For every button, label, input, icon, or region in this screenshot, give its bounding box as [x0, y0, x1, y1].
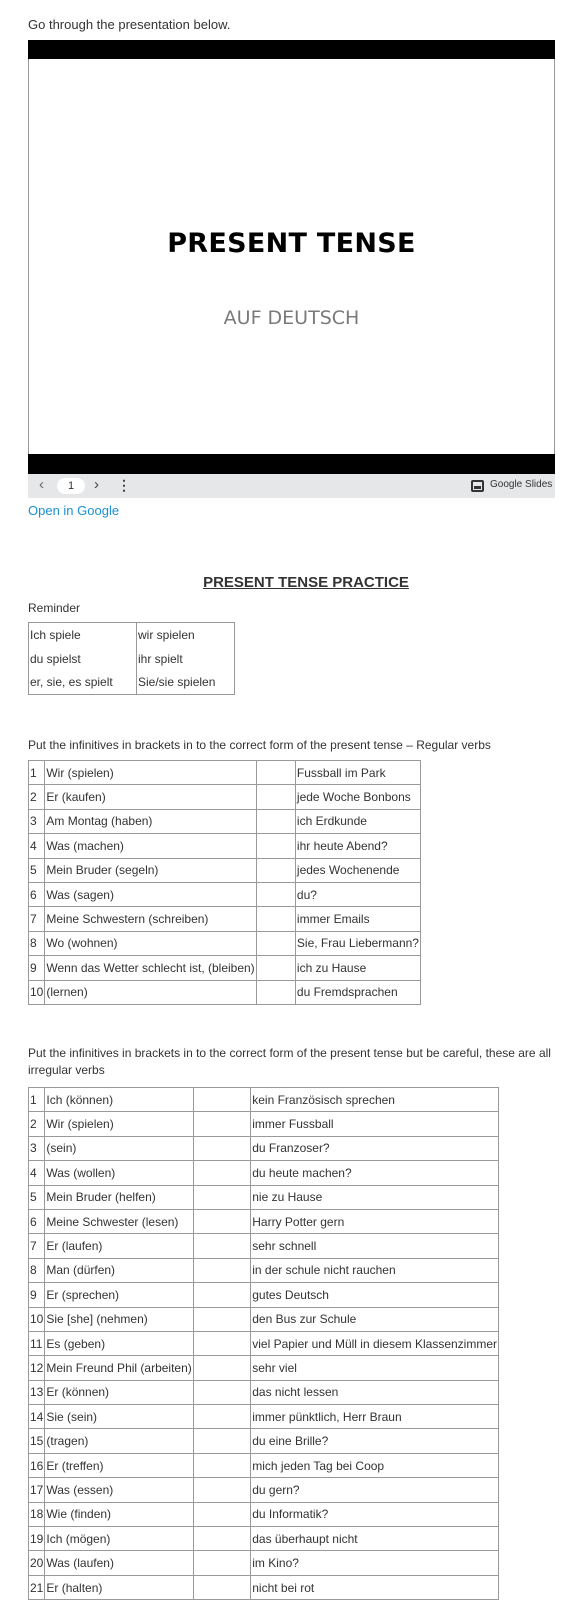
- google-slides-label[interactable]: Google Slides: [490, 479, 553, 490]
- regular-verbs-table: [28, 760, 421, 1005]
- table-cell: Ich spiele: [29, 623, 137, 647]
- slide-subtitle: AUF DEUTSCH: [223, 307, 360, 329]
- table-row: [29, 1112, 499, 1136]
- page-number[interactable]: 1: [57, 478, 85, 494]
- row-number: 9: [29, 956, 45, 980]
- sentence-rest: den Bus zur Schule: [251, 1307, 499, 1331]
- table-row: [29, 1136, 499, 1160]
- sentence-rest: das nicht lessen: [251, 1380, 499, 1404]
- table-row: [29, 1405, 499, 1429]
- sentence-rest: nicht bei rot: [251, 1575, 499, 1599]
- verb-prompt: Wo (wohnen): [45, 931, 257, 955]
- table-row: [29, 1307, 499, 1331]
- row-number: 7: [29, 907, 45, 931]
- table-row: [29, 1356, 499, 1380]
- row-number: 11: [29, 1331, 45, 1355]
- verb-prompt: (sein): [45, 1136, 193, 1160]
- sentence-rest: du heute machen?: [251, 1161, 499, 1185]
- answer-cell[interactable]: [257, 785, 296, 809]
- answer-cell[interactable]: [193, 1185, 250, 1209]
- sentence-rest: viel Papier und Müll in diesem Klassenzimmer: [251, 1331, 499, 1355]
- answer-cell[interactable]: [193, 1209, 250, 1233]
- verb-prompt: Was (essen): [45, 1478, 193, 1502]
- answer-cell[interactable]: [257, 809, 296, 833]
- sentence-rest: du Informatik?: [251, 1502, 499, 1526]
- sentence-rest: ihr heute Abend?: [295, 834, 420, 858]
- verb-prompt: Man (dürfen): [45, 1258, 193, 1282]
- row-number: 8: [29, 931, 45, 955]
- irregular-instruction: Put the infinitives in brackets in to the correct form of the present tense but be careful, these are all irregular verbs: [28, 1046, 551, 1077]
- answer-cell[interactable]: [193, 1453, 250, 1477]
- sentence-rest: immer Emails: [295, 907, 420, 931]
- chevron-left-icon[interactable]: ‹: [39, 476, 44, 493]
- row-number: 14: [29, 1405, 45, 1429]
- row-number: 6: [29, 882, 45, 906]
- answer-cell[interactable]: [193, 1234, 250, 1258]
- answer-cell[interactable]: [193, 1551, 250, 1575]
- table-row: [29, 623, 235, 647]
- answer-cell[interactable]: [193, 1380, 250, 1404]
- verb-prompt: Wenn das Wetter schlecht ist, (bleiben): [45, 956, 257, 980]
- verb-prompt: (tragen): [45, 1429, 193, 1453]
- slides-toolbar: [28, 474, 555, 498]
- answer-cell[interactable]: [193, 1502, 250, 1526]
- verb-prompt: Es (geben): [45, 1331, 193, 1355]
- table-row: [29, 1502, 499, 1526]
- row-number: 2: [29, 1112, 45, 1136]
- verb-prompt: Was (sagen): [45, 882, 257, 906]
- slide-title: PRESENT TENSE: [167, 228, 416, 259]
- sentence-rest: du Franzoser?: [251, 1136, 499, 1160]
- table-row: [29, 809, 421, 833]
- table-row: [29, 1575, 499, 1599]
- sentence-rest: gutes Deutsch: [251, 1283, 499, 1307]
- row-number: 3: [29, 809, 45, 833]
- answer-cell[interactable]: [193, 1405, 250, 1429]
- table-row: [29, 1088, 499, 1112]
- sentence-rest: kein Französisch sprechen: [251, 1088, 499, 1112]
- table-row: [29, 785, 421, 809]
- row-number: 8: [29, 1258, 45, 1282]
- row-number: 15: [29, 1429, 45, 1453]
- table-row: [29, 671, 235, 695]
- answer-cell[interactable]: [257, 858, 296, 882]
- table-row: [29, 1234, 499, 1258]
- sentence-rest: das überhaupt nicht: [251, 1527, 499, 1551]
- row-number: 19: [29, 1527, 45, 1551]
- sentence-rest: Fussball im Park: [295, 761, 420, 785]
- row-number: 6: [29, 1209, 45, 1233]
- slides-logo-icon[interactable]: [471, 480, 484, 492]
- table-row: [29, 858, 421, 882]
- sentence-rest: jede Woche Bonbons: [295, 785, 420, 809]
- slide-canvas[interactable]: [28, 59, 555, 454]
- verb-prompt: Er (können): [45, 1380, 193, 1404]
- sentence-rest: mich jeden Tag bei Coop: [251, 1453, 499, 1477]
- verb-prompt: Was (laufen): [45, 1551, 193, 1575]
- answer-cell[interactable]: [193, 1283, 250, 1307]
- table-row: [29, 1478, 499, 1502]
- table-row: [29, 882, 421, 906]
- verb-prompt: Er (laufen): [45, 1234, 193, 1258]
- table-row: [29, 931, 421, 955]
- verb-prompt: Er (treffen): [45, 1453, 193, 1477]
- verb-prompt: Ich (mögen): [45, 1527, 193, 1551]
- reminder-label: Reminder: [28, 601, 81, 615]
- reminder-table: [28, 622, 235, 695]
- sentence-rest: sehr viel: [251, 1356, 499, 1380]
- verb-prompt: Meine Schwester (lesen): [45, 1209, 193, 1233]
- table-row: [29, 1283, 499, 1307]
- verb-prompt: Sie (sein): [45, 1405, 193, 1429]
- verb-prompt: Am Montag (haben): [45, 809, 257, 833]
- verb-prompt: Sie [she] (nehmen): [45, 1307, 193, 1331]
- sentence-rest: jedes Wochenende: [295, 858, 420, 882]
- verb-prompt: Mein Bruder (segeln): [45, 858, 257, 882]
- table-row: [29, 1453, 499, 1477]
- sentence-rest: ich Erdkunde: [295, 809, 420, 833]
- table-row: [29, 907, 421, 931]
- table-row: [29, 761, 421, 785]
- sentence-rest: Sie, Frau Liebermann?: [295, 931, 420, 955]
- regular-instruction: Put the infinitives in brackets in to the correct form of the present tense – Regular verbs: [28, 738, 491, 752]
- table-row: [29, 1161, 499, 1185]
- verb-prompt: Er (sprechen): [45, 1283, 193, 1307]
- table-row: [29, 647, 235, 671]
- answer-cell[interactable]: [193, 1307, 250, 1331]
- sentence-rest: ich zu Hause: [295, 956, 420, 980]
- more-vertical-icon[interactable]: ⋮: [117, 477, 131, 493]
- table-row: [29, 1429, 499, 1453]
- table-row: [29, 1209, 499, 1233]
- answer-cell[interactable]: [193, 1331, 250, 1355]
- row-number: 4: [29, 1161, 45, 1185]
- row-number: 21: [29, 1575, 45, 1599]
- row-number: 5: [29, 1185, 45, 1209]
- sentence-rest: Harry Potter gern: [251, 1209, 499, 1233]
- sentence-rest: nie zu Hause: [251, 1185, 499, 1209]
- verb-prompt: Mein Bruder (helfen): [45, 1185, 193, 1209]
- answer-cell[interactable]: [257, 882, 296, 906]
- answer-cell[interactable]: [193, 1088, 250, 1112]
- row-number: 7: [29, 1234, 45, 1258]
- verb-prompt: Was (wollen): [45, 1161, 193, 1185]
- verb-prompt: Er (kaufen): [45, 785, 257, 809]
- row-number: 17: [29, 1478, 45, 1502]
- row-number: 10: [29, 980, 45, 1004]
- sentence-rest: immer Fussball: [251, 1112, 499, 1136]
- row-number: 12: [29, 1356, 45, 1380]
- row-number: 2: [29, 785, 45, 809]
- answer-cell[interactable]: [257, 907, 296, 931]
- table-row: [29, 1380, 499, 1404]
- row-number: 13: [29, 1380, 45, 1404]
- verb-prompt: Wir (spielen): [45, 1112, 193, 1136]
- answer-cell[interactable]: [193, 1161, 250, 1185]
- answer-cell[interactable]: [193, 1478, 250, 1502]
- answer-cell[interactable]: [193, 1136, 250, 1160]
- table-row: [29, 1185, 499, 1209]
- row-number: 3: [29, 1136, 45, 1160]
- row-number: 9: [29, 1283, 45, 1307]
- sentence-rest: du eine Brille?: [251, 1429, 499, 1453]
- verb-prompt: Was (machen): [45, 834, 257, 858]
- sentence-rest: sehr schnell: [251, 1234, 499, 1258]
- irregular-verbs-table: [28, 1087, 499, 1600]
- table-row: [29, 956, 421, 980]
- row-number: 10: [29, 1307, 45, 1331]
- verb-prompt: Mein Freund Phil (arbeiten): [45, 1356, 193, 1380]
- table-cell: Sie/sie spielen: [137, 671, 235, 695]
- table-cell: wir spielen: [137, 623, 235, 647]
- row-number: 4: [29, 834, 45, 858]
- answer-cell[interactable]: [257, 956, 296, 980]
- answer-cell[interactable]: [257, 761, 296, 785]
- sentence-rest: im Kino?: [251, 1551, 499, 1575]
- sentence-rest: du Fremdsprachen: [295, 980, 420, 1004]
- table-row: [29, 1258, 499, 1282]
- intro-text: Go through the presentation below.: [28, 17, 231, 32]
- row-number: 1: [29, 1088, 45, 1112]
- verb-prompt: (lernen): [45, 980, 257, 1004]
- answer-cell[interactable]: [193, 1575, 250, 1599]
- row-number: 1: [29, 761, 45, 785]
- answer-cell[interactable]: [257, 931, 296, 955]
- row-number: 18: [29, 1502, 45, 1526]
- sentence-rest: immer pünktlich, Herr Braun: [251, 1405, 499, 1429]
- sentence-rest: du?: [295, 882, 420, 906]
- row-number: 5: [29, 858, 45, 882]
- practice-title: PRESENT TENSE PRACTICE: [203, 574, 409, 591]
- answer-cell[interactable]: [193, 1258, 250, 1282]
- verb-prompt: Er (halten): [45, 1575, 193, 1599]
- table-cell: er, sie, es spielt: [29, 671, 137, 695]
- answer-cell[interactable]: [257, 980, 296, 1004]
- answer-cell[interactable]: [257, 834, 296, 858]
- sentence-rest: du gern?: [251, 1478, 499, 1502]
- answer-cell[interactable]: [193, 1112, 250, 1136]
- sentence-rest: in der schule nicht rauchen: [251, 1258, 499, 1282]
- verb-prompt: Ich (können): [45, 1088, 193, 1112]
- answer-cell[interactable]: [193, 1429, 250, 1453]
- slides-embed[interactable]: [28, 40, 555, 498]
- table-row: [29, 1551, 499, 1575]
- table-row: [29, 1527, 499, 1551]
- row-number: 20: [29, 1551, 45, 1575]
- table-cell: du spielst: [29, 647, 137, 671]
- answer-cell[interactable]: [193, 1356, 250, 1380]
- chevron-right-icon[interactable]: ›: [94, 476, 99, 493]
- answer-cell[interactable]: [193, 1527, 250, 1551]
- verb-prompt: Wie (finden): [45, 1502, 193, 1526]
- table-row: [29, 1331, 499, 1355]
- verb-prompt: Meine Schwestern (schreiben): [45, 907, 257, 931]
- open-in-google-link[interactable]: Open in Google: [28, 503, 120, 518]
- verb-prompt: Wir (spielen): [45, 761, 257, 785]
- row-number: 16: [29, 1453, 45, 1477]
- table-row: [29, 834, 421, 858]
- table-row: [29, 980, 421, 1004]
- table-cell: ihr spielt: [137, 647, 235, 671]
